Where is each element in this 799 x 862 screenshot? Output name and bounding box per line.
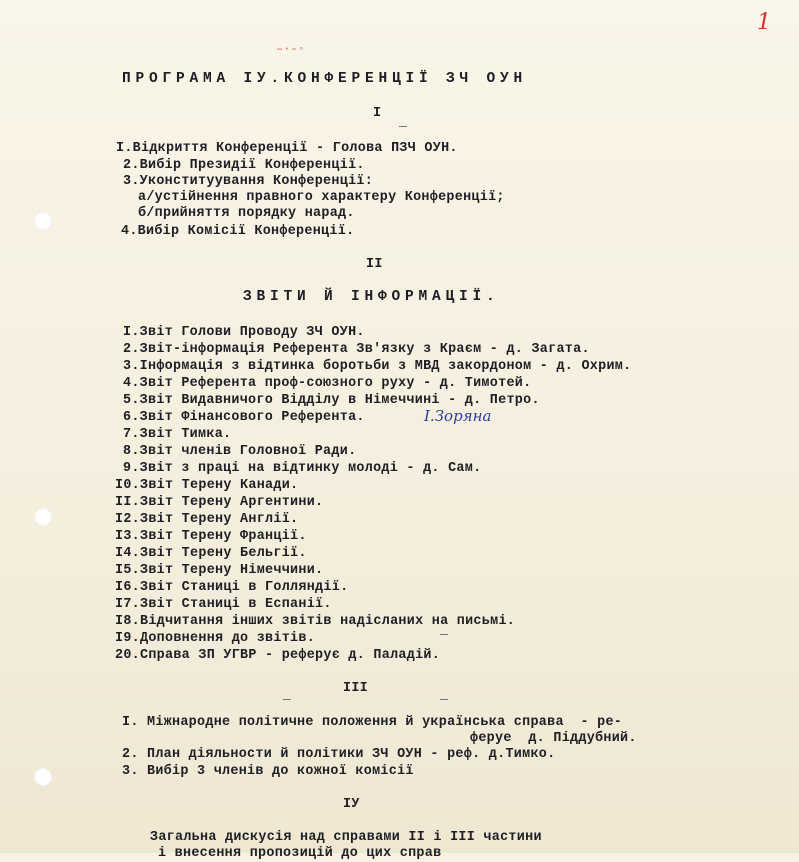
list-item: а/устійнення правного характеру Конференції; bbox=[138, 190, 505, 205]
list-item: Загальна дискусія над справами II і III частини bbox=[150, 830, 542, 845]
list-item: I7.Звіт Станиці в Еспанії. bbox=[115, 597, 332, 612]
list-item: феруе д. Піддубний. bbox=[470, 731, 637, 746]
list-item: 2.Звіт-інформація Референта Зв'язку з Краєм - д. Загата. bbox=[123, 342, 590, 357]
list-item: 5.Звіт Видавничого Відділу в Німеччині - д. Петро. bbox=[123, 393, 540, 408]
list-item: 2.Вибір Президії Конференції. bbox=[123, 158, 365, 173]
typewriter-dash bbox=[440, 699, 448, 700]
list-item: 4.Вибір Комісії Конференції. bbox=[121, 224, 355, 239]
list-item: I.Звіт Голови Проводу ЗЧ ОУН. bbox=[123, 325, 365, 340]
list-item: 3.Інформація з відтинка боротьби з МВД закордоном - д. Охрим. bbox=[123, 359, 632, 374]
list-item: II.Звіт Терену Аргентини. bbox=[115, 495, 324, 510]
punch-hole bbox=[34, 768, 52, 786]
list-item: 2. План діяльности й політики ЗЧ ОУН - реф. д.Тимко. bbox=[122, 747, 556, 762]
list-item: I0.Звіт Терену Канади. bbox=[115, 478, 299, 493]
list-item: 3.Уконституування Конференції: bbox=[123, 174, 374, 189]
list-item: і внесення пропозицій до цих справ bbox=[158, 846, 442, 861]
list-item: I3.Звіт Терену Франції. bbox=[115, 529, 307, 544]
list-item: 7.Звіт Тимка. bbox=[123, 427, 232, 442]
section-heading: ЗВІТИ Й ІНФОРМАЦІЇ. bbox=[243, 289, 500, 305]
punch-hole bbox=[34, 212, 52, 230]
typewriter-dash bbox=[399, 126, 407, 127]
list-item: I5.Звіт Терену Німеччини. bbox=[115, 563, 324, 578]
list-item: I. Міжнародне політичне положення й українська справа - ре- bbox=[122, 715, 623, 730]
typewriter-dash bbox=[440, 634, 448, 635]
list-item: I.Відкриття Конференції - Голова ПЗЧ ОУН. bbox=[116, 141, 458, 156]
page-number: 1 bbox=[757, 10, 771, 35]
section-numeral: II bbox=[366, 257, 383, 272]
list-item: 9.Звіт з праці на відтинку молоді - д. Сам. bbox=[123, 461, 482, 476]
list-item: I8.Відчитання інших звітів надісланих на письмі. bbox=[115, 614, 516, 629]
ink-mark: –·-◦ bbox=[276, 42, 305, 56]
list-item: I9.Доповнення до звітів. bbox=[115, 631, 316, 646]
section-numeral: ІУ bbox=[343, 797, 360, 812]
list-item: 8.Звіт членів Головної Ради. bbox=[123, 444, 357, 459]
list-item: I6.Звіт Станиці в Голляндії. bbox=[115, 580, 349, 595]
handwritten-note: І.Зоряна bbox=[424, 407, 492, 425]
list-item: I2.Звіт Терену Англії. bbox=[115, 512, 299, 527]
list-item: 20.Справа ЗП УГВР - реферує д. Паладій. bbox=[115, 648, 441, 663]
list-item: 3. Вибір 3 членів до кожної комісії bbox=[122, 764, 414, 779]
section-numeral: I bbox=[373, 106, 382, 121]
list-item: I4.Звіт Терену Бельгії. bbox=[115, 546, 307, 561]
typewriter-dash bbox=[283, 699, 291, 700]
list-item: б/прийняття порядку нарад. bbox=[138, 206, 355, 221]
section-numeral: III bbox=[343, 681, 369, 696]
document-title: ПРОГРАМА ІУ.КОНФЕРЕНЦІЇ ЗЧ ОУН bbox=[122, 71, 528, 87]
list-item: 4.Звіт Референта проф-союзного руху - д. Тимотей. bbox=[123, 376, 532, 391]
list-item: 6.Звіт Фінансового Референта. bbox=[123, 410, 365, 425]
punch-hole bbox=[34, 508, 52, 526]
